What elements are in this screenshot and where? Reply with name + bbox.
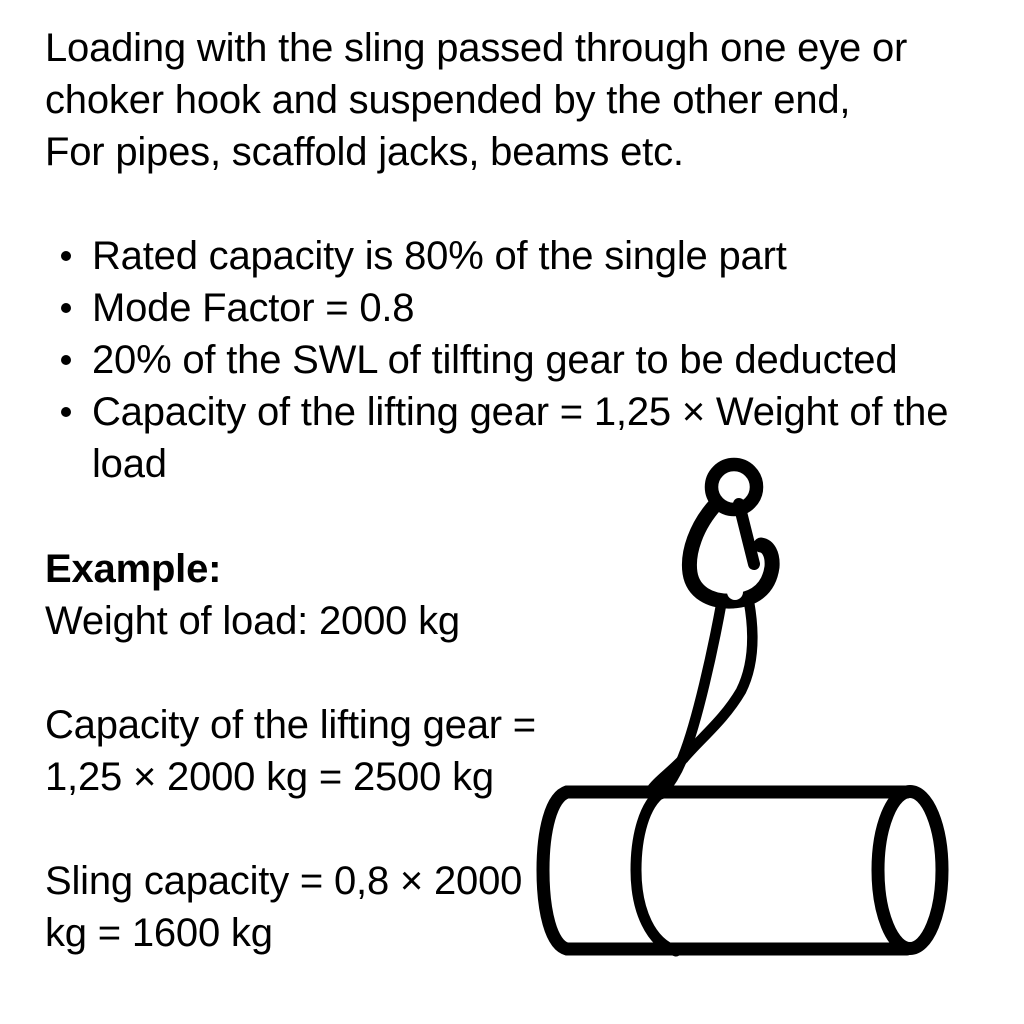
example-heading: Example: [45, 547, 222, 591]
choker-wrap [636, 792, 676, 951]
hook-sling-notch [727, 584, 743, 600]
text-line: 20% of the SWL of tilfting gear to be deducted [92, 338, 898, 382]
text-line: Capacity of the lifting gear = 1,25 × Weight of the [92, 390, 949, 434]
text-line: Mode Factor = 0.8 [92, 286, 415, 330]
pipe-left-cap [543, 792, 567, 949]
text-line: Sling capacity = 0,8 × 2000 [45, 859, 523, 903]
bullet-item [92, 386, 948, 490]
text-line: For pipes, scaffold jacks, beams etc. [45, 130, 684, 174]
intro-paragraph [45, 22, 907, 178]
capacity-calculation [45, 699, 536, 803]
hook-bowl-left [689, 504, 732, 601]
text-line: Loading with the sling passed through one eye or [45, 26, 908, 70]
text-line: Rated capacity is 80% of the single part [92, 234, 787, 278]
rules-section [45, 230, 948, 490]
pipe-right-cap [878, 792, 942, 949]
example-lines [45, 595, 460, 647]
bullet-item [92, 334, 948, 386]
text-line: load [92, 442, 167, 486]
bullet-item [92, 230, 948, 282]
bullet-list [45, 230, 948, 490]
text-line: 1,25 × 2000 kg = 2500 kg [45, 755, 494, 799]
bullet-item [92, 282, 948, 334]
pipe-cylinder [543, 792, 942, 950]
text-line: choker hook and suspended by the other end, [45, 78, 851, 122]
sling-capacity-calculation [45, 855, 522, 959]
example-section [45, 543, 460, 647]
text-line: Weight of load: 2000 kg [45, 599, 460, 643]
text-line: kg = 1600 kg [45, 911, 273, 955]
text-line: Capacity of the lifting gear = [45, 703, 536, 747]
